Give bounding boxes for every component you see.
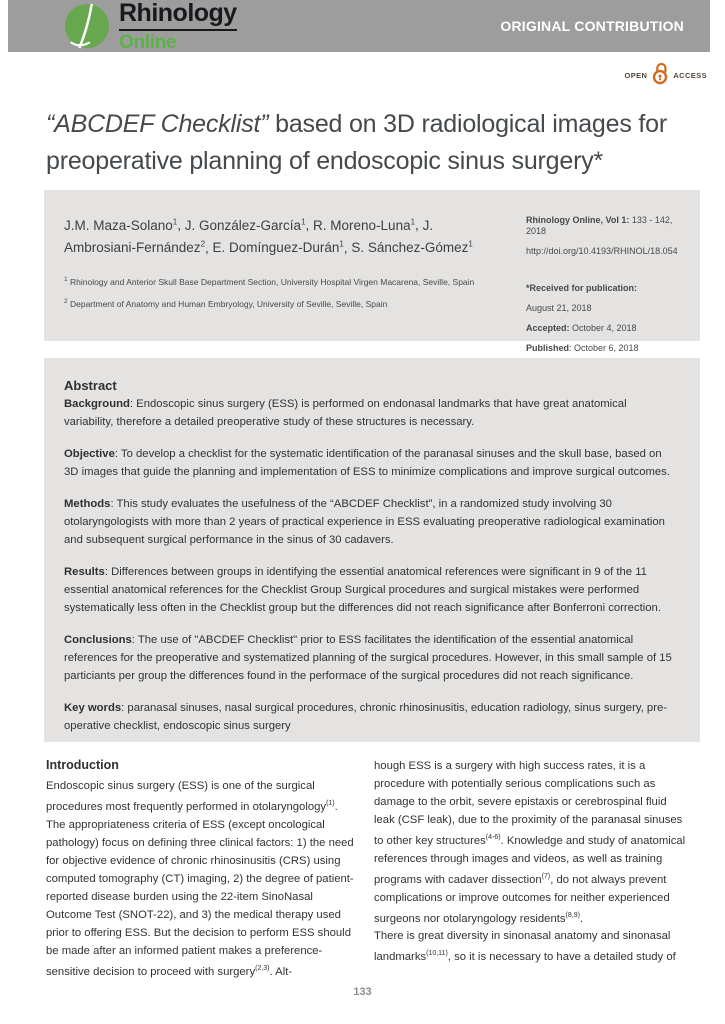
article-body <box>46 757 686 981</box>
accepted-line: Accepted: October 4, 2018 <box>526 323 637 333</box>
abstract-paragraph: Results: Differences between groups in identifying the essential anatomical references were significant in 9 of the 11 essential anatomical references for the Checklist Group Surgical procedures and surgical mistakes were performed systematically less often in the Checklist group but the differences did not reach significance after Bonferroni correction. <box>64 566 661 614</box>
page-number: 133 <box>353 986 372 998</box>
doi-link[interactable]: http://doi.org/10.4193/RHINOL/18.054 <box>526 246 678 256</box>
title-rest-part: based on 3D radiological images for preoperative planning of endoscopic sinus surgery* <box>46 110 667 175</box>
authors-panel <box>44 190 700 353</box>
received-date: August 21, 2018 <box>526 303 592 313</box>
abstract-paragraph: Background: Endoscopic sinus surgery (ESS) is performed on endonasal landmarks that have great anatomical variability, therefore a detailed preoperative study of these structures is necessary. <box>64 398 627 428</box>
access-label: ACCESS <box>673 70 707 80</box>
author-name: S. Sánchez-Gómez$^1$ <box>351 239 473 255</box>
abstract-sections <box>64 395 678 735</box>
abstract-paragraph: Objective: To develop a checklist for the systematic identification of the paranasal sinuses and the skull base, based on 3D images that guide the planning and implementation of ESS to minimize complications and improve surgical outcomes. <box>64 448 670 478</box>
affiliation-item: $^2$ Department of Anatomy and Human Embryology, University of Seville, Seville, Spain <box>64 297 388 309</box>
open-label: OPEN <box>624 70 648 80</box>
article-category-label: ORIGINAL CONTRIBUTION <box>500 18 684 34</box>
open-lock-icon <box>650 61 670 90</box>
body-column-2 <box>374 757 686 981</box>
journal-logo <box>64 1 237 52</box>
published-line: Published: October 6, 2018 <box>526 343 639 353</box>
abstract-panel <box>44 358 700 742</box>
author-name: J.M. Maza-Solano$^1$ <box>64 217 178 233</box>
citation-block <box>492 212 682 353</box>
author-name: R. Moreno-Luna$^1$ <box>313 217 416 233</box>
authors-block <box>64 212 492 341</box>
received-label: *Received for publication: <box>526 283 638 293</box>
abstract-paragraph: Key words: paranasal sinuses, nasal surgical procedures, chronic rhinosinusitis, education radiology, sinus surgery, pre-operative checklist, endoscopic sinus surgery <box>64 702 668 732</box>
abstract-paragraph: Conclusions: The use of "ABCDEF Checklist" prior to ESS facilitates the identification of the essential anatomical references for the preoperative and systematized planning of the surgical procedures. However, in this small sample of 15 particiants per group the differences found in the performace of the surgical procedures did not reach significance. <box>64 634 672 682</box>
section-heading: Introduction <box>46 758 119 772</box>
affiliation-list <box>64 274 492 310</box>
journal-citation: Rhinology Online, Vol 1: 133 - 142, 2018 <box>526 215 673 236</box>
open-access-badge <box>624 62 707 88</box>
author-name: J. González-García$^1$ <box>184 217 306 233</box>
author-list: J.M. Maza-Solano$^1$, J. González-García$^1$, R. Moreno-Luna$^1$, J. Ambrosiani-Fernández$^2$, E. Domínguez-Durán$^1$, S. Sánchez-Gómez$^1$ <box>64 217 473 255</box>
title-quoted-part: “ABCDEF Checklist” <box>46 110 269 138</box>
rhinology-logo-icon <box>64 3 110 49</box>
body-paragraph: Endoscopic sinus surgery (ESS) is one of the surgical procedures most frequently performed in otolaryngology$^{(1)}$. The appropriateness criteria of ESS (except oncological pathology) focus on defining three clinical factors: 1) the need for objective evidence of chronic rhinosinusitis (CRS) using computed tomography (CT) imaging, 2) the degree of patient-reported disease burden using the 22-item SinoNasal Outcome Test (SNOT-22), and 3) the medical therapy used prior to offering ESS. But the decision to perform ESS should be made after an informed patient makes a preference-sensitive decision to proceed with surgery$^{(2,3)}$. Alt- <box>46 780 354 978</box>
page-title <box>46 106 694 180</box>
abstract-paragraph: Methods: This study evaluates the usefulness of the “ABCDEF Checklist”, in a randomized study involving 30 otolaryngologists with more than 2 years of practical experience in ESS evaluating preoperative radiological examination and subsequent surgical performance in the sinus of 30 cadavers. <box>64 498 665 546</box>
header-bar <box>8 0 710 52</box>
brand-name: Rhinology <box>119 1 237 31</box>
affiliation-item: $^1$ Rhinology and Anterior Skull Base Department Section, University Hospital Virgen Macarena, Seville, Spain <box>64 276 475 287</box>
author-name: E. Domínguez-Durán$^1$ <box>212 239 344 255</box>
body-column-1 <box>46 757 358 981</box>
author-name: J. Ambrosiani-Fernández$^2$ <box>64 217 434 255</box>
body-paragraph: hough ESS is a surgery with high success rates, it is a procedure with potentially serious complications such as damage to the orbit, severe epistaxis or cerebrospinal fluid leak (CSF leak), due to the proximity of the paranasal sinuses to other key structures$^{(4-6)}$. Knowledge and study of anatomical references through images and videos, as well as training programs with cadaver dissection$^{(7)}$, do not always prevent complications or improve outcomes for neither experienced surgeons nor otolaryngology residents$^{(8,9)}$. There is great diversity in sinonasal anatomy and sinonasal landmarks$^{(10,11)}$, so it is necessary to have a detailed study of <box>374 760 686 964</box>
logo-text <box>119 1 237 52</box>
abstract-heading: Abstract <box>64 378 117 393</box>
brand-subtitle: Online <box>119 31 177 53</box>
